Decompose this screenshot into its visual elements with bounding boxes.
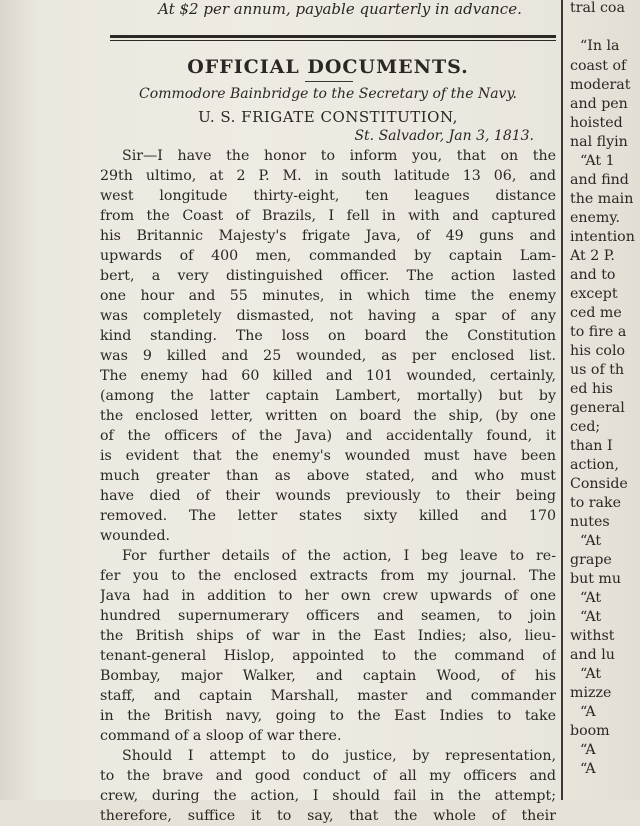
- text-line: mizze: [570, 685, 612, 701]
- text-line: therefore, suffice it to say, that the whole of their: [100, 808, 556, 824]
- text-line: than I: [570, 438, 613, 454]
- masthead-rule-thick: [110, 35, 556, 38]
- text-line: grape: [570, 552, 612, 568]
- text-line: and to: [570, 267, 616, 283]
- article-column: [100, 0, 556, 824]
- text-line: “At: [580, 666, 602, 682]
- text-line: to fire a: [570, 324, 627, 340]
- text-line: nutes: [570, 514, 610, 530]
- text-line: kind standing. The loss on board the Constitution: [100, 328, 556, 344]
- text-line: Sir—I have the honor to inform you, that on the: [122, 148, 556, 164]
- text-line: moderat: [570, 77, 631, 93]
- text-line: is evident that the enemy's wounded must have been: [100, 448, 556, 464]
- text-line: enemy.: [570, 210, 621, 226]
- text-line: intention: [570, 229, 635, 245]
- text-line: and pen: [570, 96, 628, 112]
- text-line: “In la: [580, 38, 620, 54]
- text-line: his colo: [570, 343, 626, 359]
- ship-name: U. S. FRIGATE CONSTITUTION,: [198, 108, 458, 126]
- masthead-rule-thin: [110, 40, 556, 41]
- text-line: “A: [580, 761, 596, 777]
- article-body: [100, 146, 556, 826]
- text-line: The enemy had 60 killed and 101 wounded, certainly,: [100, 368, 556, 384]
- text-line: boom: [570, 723, 610, 739]
- text-line: the enclosed letter, written on board the ship, (by one: [100, 408, 556, 424]
- column-divider: [561, 0, 563, 800]
- text-line: his Britannic Majesty's frigate Java, of 49 guns and: [100, 228, 556, 244]
- text-line: “At: [580, 609, 602, 625]
- text-line: bert, a very distinguished officer. The action lasted: [100, 268, 556, 284]
- text-line: have died of their wounds previously to their being: [100, 488, 556, 504]
- text-line: but mu: [570, 571, 622, 587]
- headline: OFFICIAL DOCUMENTS.: [187, 56, 469, 78]
- text-line: withst: [570, 628, 615, 644]
- text-line: in the British navy, going to the East Indies to take: [100, 708, 556, 724]
- text-line: ed his: [570, 381, 613, 397]
- text-line: “A: [580, 742, 596, 758]
- text-line: “At: [580, 533, 602, 549]
- text-line: tenant-general Hislop, appointed to the command of: [100, 648, 556, 664]
- text-line: wounded.: [100, 528, 171, 544]
- text-line: hoisted: [570, 115, 623, 131]
- text-line: crew, during the action, I should fail in the attempt;: [100, 788, 556, 804]
- text-line: one hour and 55 minutes, in which time the enemy: [100, 288, 556, 304]
- text-line: general: [570, 400, 625, 416]
- text-line: to rake: [570, 495, 621, 511]
- text-line: and lu: [570, 647, 615, 663]
- text-line: to the brave and good conduct of all my officers and: [100, 768, 556, 784]
- text-line: At 2 P.: [570, 248, 615, 264]
- text-line: upwards of 400 men, commanded by captain Lam-: [100, 248, 556, 264]
- text-line: command of a sloop of war there.: [100, 728, 342, 744]
- text-line: tral coa: [570, 0, 625, 16]
- text-line: was 9 killed and 25 wounded, as per enclosed list.: [100, 348, 556, 364]
- text-line: coast of: [570, 58, 627, 74]
- text-line: the British ships of war in the East Indies; also, lieu-: [100, 628, 556, 644]
- text-line: ced;: [570, 419, 601, 435]
- text-line: except: [570, 286, 618, 302]
- text-line: 29th ultimo, at 2 P. M. in south latitude 13 06, and: [100, 168, 556, 184]
- text-line: the main: [570, 191, 634, 207]
- text-line: from the Coast of Brazils, I fell in with and captured: [100, 208, 556, 224]
- subscription-notice: At $2 per annum, payable quarterly in advance.: [158, 0, 522, 18]
- text-line: Bombay, major Walker, and captain Wood, of his: [100, 668, 556, 684]
- text-line: was completely dismasted, not having a spar of any: [100, 308, 556, 324]
- text-line: For further details of the action, I beg leave to re-: [122, 548, 556, 564]
- adjacent-column: [570, 0, 640, 800]
- text-line: “A: [580, 704, 596, 720]
- text-line: fer you to the enclosed extracts from my journal. The: [100, 568, 556, 584]
- dateline: St. Salvador, Jan 3, 1813.: [354, 128, 534, 144]
- text-line: “At 1: [580, 153, 615, 169]
- text-line: much greater than as above stated, and who must: [100, 468, 556, 484]
- text-line: hundred supernumerary officers and seamen, to join: [100, 608, 556, 624]
- text-line: nal flyin: [570, 134, 628, 150]
- text-line: and find: [570, 172, 629, 188]
- text-line: (among the latter captain Lambert, mortally) but by: [100, 388, 556, 404]
- text-line: staff, and captain Marshall, master and commander: [100, 688, 556, 704]
- text-line: of the officers of the Java) and accidentally found, it: [100, 428, 556, 444]
- text-line: Java had in addition to her own crew upwards of one: [100, 588, 556, 604]
- subheadline: Commodore Bainbridge to the Secretary of the Navy.: [139, 86, 517, 102]
- headline-divider: [305, 81, 353, 82]
- text-line: action,: [570, 457, 619, 473]
- text-line: “At: [580, 590, 602, 606]
- text-line: removed. The letter states sixty killed and 170: [100, 508, 556, 524]
- text-line: Should I attempt to do justice, by representation,: [122, 748, 556, 764]
- text-line: ced me: [570, 305, 622, 321]
- text-line: west longitude thirty-eight, ten leagues distance: [100, 188, 556, 204]
- text-line: Conside: [570, 476, 628, 492]
- text-line: us of th: [570, 362, 625, 378]
